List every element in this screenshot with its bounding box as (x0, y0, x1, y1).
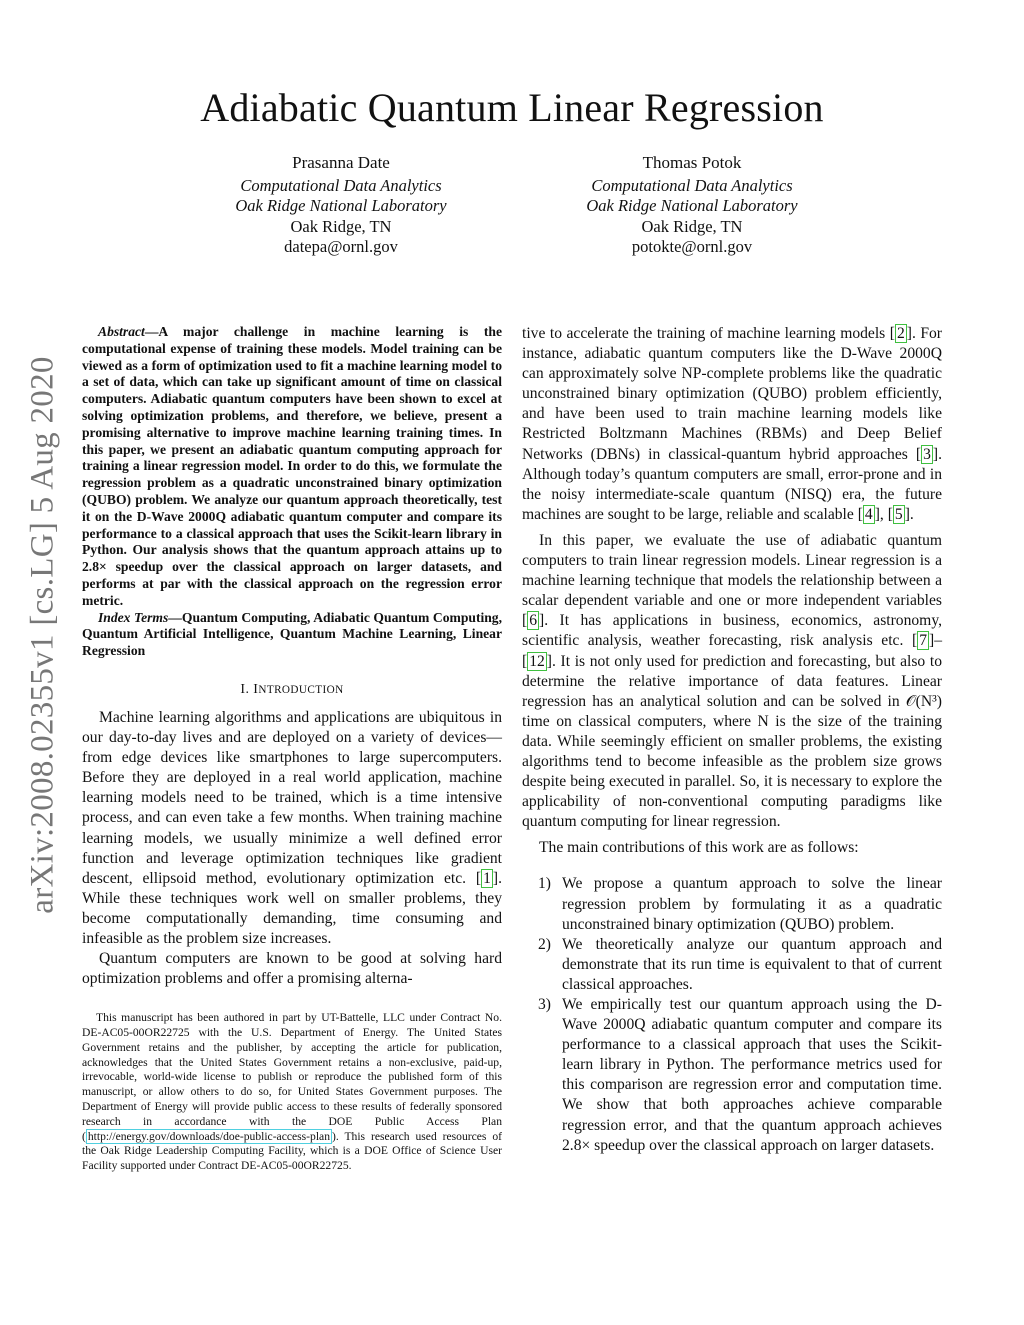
paper-title: Adiabatic Quantum Linear Regression (200, 85, 824, 130)
right-paragraph-2: In this paper, we evaluate the use of adiabatic quantum computers to train linear regression models. Linear regression is a machine learning technique that models the relationship between a scalar dependent variable and one or more independent variables [ 6 ]. It has applications in business, economics, astronomy, scientific analysis, weather forecasting, risk analysis etc. [ 7 ]–[ 12 ]. It is not only used for prediction and forecasting, but also to determine the relative importance of data features. Linear regression has an analytical solution and can be solved in 𝒪(N³) time on classical computers, where N is the size of the training data. While seemingly efficient on smaller problems, the existing algorithms tend to become infeasible as the problem size grows despite being executed in parallel. So, it is necessary to explore the applicability of non-conventional computing paradigms like quantum computing for linear regression. (522, 531, 942, 831)
arxiv-id: arXiv:2008.02355v1 [cs.LG] 5 Aug 2020 (24, 356, 61, 914)
citation-link[interactable]: 3 (923, 445, 931, 463)
list-item: 2) We theoretically analyze our quantum approach and demonstrate that its run time is equivalent to that of current classical approaches. (538, 935, 942, 993)
author-email[interactable]: datepa@ornl.gov (284, 237, 398, 256)
right-column (522, 324, 942, 1156)
abstract-text: —A major challenge in machine learning is the computational expense of training these models. Model training can be viewed as a form of optimization used to fit a machine learning model to a set of data, which can take up significant amount of time on classical computers. Adiabatic quantum computers have been shown to excel at solving optimization problems, and therefore, we believe, present a promising alternative to improve machine learning training times. In this paper, we present an adiabatic quantum computing approach for training a linear regression model. In order to do this, we formulate the regression problem as a quadratic unconstrained binary optimization (QUBO) problem. We analyze our quantum approach theoretically, test it on the D-Wave 2000Q adiabatic quantum computer and compare its performance to a classical approach that uses the Scikit-learn library in Python. Our analysis shows that the quantum approach attains up to 2.8× speedup over the classical approach on larger datasets, and performs at par with the classical approach on the regression error metric. (82, 324, 502, 608)
author-block-1 (176, 153, 506, 258)
index-terms-text: —Quantum Computing, Adiabatic Quantum Computing, Quantum Artificial Intelligence, Quantum Machine Learning, Linear Regression (82, 609, 503, 659)
abstract (82, 324, 502, 610)
right-paragraph-3: The main contributions of this work are as follows: (539, 839, 859, 857)
abstract-label: Abstract (98, 324, 145, 339)
arxiv-sidebar-stamp (18, 350, 68, 920)
author-city: Oak Ridge, TN (290, 216, 392, 236)
author-dept: Computational Data Analytics (591, 175, 793, 195)
introduction-body (82, 708, 502, 989)
citation-link[interactable]: 6 (529, 612, 537, 630)
contributions-list (522, 874, 942, 1155)
intro-paragraph-2: Quantum computers are known to be good at solving hard optimization problems and offer a promising alterna- (82, 950, 502, 988)
author-org: Oak Ridge National Laboratory (235, 196, 447, 215)
citation-link[interactable]: 2 (896, 325, 905, 342)
author-city: Oak Ridge, TN (641, 216, 743, 236)
list-item: 1) We propose a quantum approach to solve the linear regression problem by formulating it as a quadratic unconstrained binary optimization (QUBO) problem. (538, 875, 942, 933)
intro-paragraph-1: Machine learning algorithms and applications are ubiquitous in our day-to-day lives and are deployed on a variety of devices—from edge devices like smartphones to large supercomputers. Before they are deployed in a real world application, machine learning models need to be trained, which is a time intensive process, and can even take a few months. When training machine learning models, we usually minimize a well defined error function and leverage optimization techniques like gradient descent, ellipsoid method, evolutionary optimization etc. [ 1 ]. While these techniques work well on smaller problems, they become computationally demanding, time consuming and infeasible as the problem size increases. (82, 708, 502, 947)
citation-link[interactable]: 7 (919, 632, 927, 650)
doe-access-plan-link[interactable]: http://energy.gov/downloads/doe-public-access-plan (87, 1129, 330, 1143)
author-name: Prasanna Date (292, 153, 390, 172)
citation-link[interactable]: 4 (864, 505, 873, 523)
index-terms-label: Index Terms (98, 609, 169, 625)
section-heading-introduction: I. INTRODUCTION (240, 681, 344, 697)
list-item: 3) We empirically test our quantum approach using the D-Wave 2000Q adiabatic quantum computer and compare its performance to a classical approach that uses the Scikit-learn library in Python. The performance metrics used for this comparison are regression error and computation time. We show that both approaches achieve comparable regression error, and that the quantum approach achieves 2.8× speedup over the classical approach on larger datasets. (538, 996, 942, 1154)
author-email[interactable]: potokte@ornl.gov (631, 237, 753, 256)
index-terms (82, 610, 502, 660)
right-paragraph-1: tive to accelerate the training of machine learning models [ 2 ]. For instance, adiabatic quantum computers like the D-Wave 2000Q can approximately solve NP-complete problems like the quadratic unconstrained binary optimization (QUBO) problem efficiently, and have been used to train machine learning models like Restricted Boltzmann Machines (RBMs) and Deep Belief Networks (DBNs) in classical-quantum hybrid approaches [ 3 ]. Although today’s quantum computers are small, error-prone and in the noisy intermediate-scale quantum (NISQ) era, the future machines are sought to be large, reliable and scalable [ 4 ], [ 5 ]. (522, 325, 942, 523)
citation-link[interactable]: 5 (894, 505, 903, 523)
author-name: Thomas Potok (642, 153, 742, 172)
citation-link[interactable]: 12 (529, 652, 545, 670)
citation-link[interactable]: 1 (483, 869, 491, 887)
left-column (82, 324, 502, 1174)
footnote: This manuscript has been authored in part by UT-Battelle, LLC under Contract No. DE-AC05-00OR22725 with the U.S. Department of Energy. The United States Government retains and the publisher, by accepting the article for publication, acknowledges that the United States Government retains a non-exclusive, paid-up, irrevocable, world-wide license to publish or reproduce the published form of this manuscript, or allow others to do so, for United States Government purposes. The Department of Energy will provide public access to these results of federally sponsored research in accordance with the DOE Public Access Plan ( http://energy.gov/downloads/doe-public-access-plan ). This research used resources of the Oak Ridge Leadership Computing Facility, which is a DOE Office of Science User Facility supported under Contract DE-AC05-00OR22725. (82, 1011, 502, 1173)
author-block-2 (527, 153, 857, 258)
author-org: Oak Ridge National Laboratory (586, 196, 798, 215)
author-dept: Computational Data Analytics (240, 175, 442, 195)
